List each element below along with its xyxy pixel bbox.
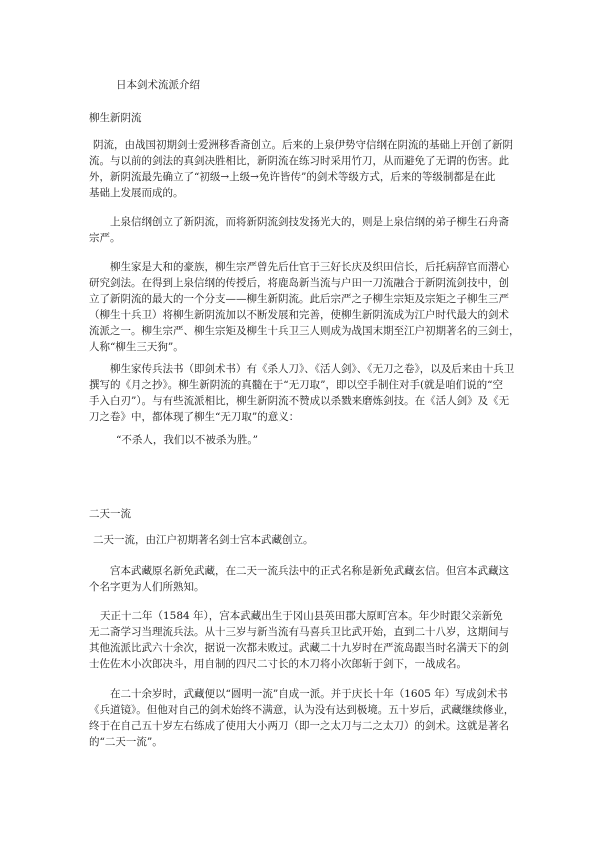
text-line: 撰写的《月之抄》。柳生新阴流的真髓在于“无刀取”，即以空手制住对手(就是咱们说的“空 xyxy=(89,379,503,391)
document-title: 日本剑术流派介绍 xyxy=(116,79,200,91)
paragraph xyxy=(89,259,519,355)
text-line: 阴流，由战国初期剑士爱洲移香斋创立。后来的上泉伊势守信纲在阴流的基础上开创了新阴 xyxy=(93,139,513,151)
text-line: 柳生家传兵法书（即剑术书）有《杀人刀》、《活人剑》、《无刀之卷》，以及后来由十兵卫 xyxy=(110,363,515,375)
text-line: 个名字更为人们所熟知。 xyxy=(89,581,205,593)
text-line: （柳生十兵卫）将柳生新阴流加以不断发展和完善，使柳生新阴流成为江户时代最大的剑术 xyxy=(89,309,509,321)
section-heading-yagyu: 柳生新阴流 xyxy=(89,112,142,124)
paragraph xyxy=(89,608,519,672)
paragraph xyxy=(89,563,519,595)
text-line: 立了新阴流的最大的一个分支——柳生新阴流。此后宗严之子柳生宗矩及宗矩之子柳生三严 xyxy=(89,293,509,305)
text-line: 《兵道镜》。但他对自己的剑术始终不满意，认为没有达到极境。五十岁后，武藏继续修业， xyxy=(89,704,515,716)
text-line: 二天一流，由江户初期著名剑士宫本武藏创立。 xyxy=(93,534,314,546)
paragraph xyxy=(89,686,519,750)
text-line: 上泉信纲创立了新阴流，而将新阴流剑技发扬光大的，则是上泉信纲的弟子柳生石舟斋 xyxy=(110,216,509,228)
text-line: 终于在自己五十岁左右练成了使用大小两刀（即一之太刀与二之太刀）的剑术。这就是著名 xyxy=(89,720,509,732)
text-line: 基础上发展而成的。 xyxy=(89,187,184,199)
text-line: 流派之一。柳生宗严、柳生宗矩及柳生十兵卫三人则成为战国末期至江户初期著名的三剑士， xyxy=(89,325,520,337)
text-line: 手入白刃”）。与有些流派相比，柳生新阴流不赞成以杀戮来磨炼剑技。在《活人剑》及《无 xyxy=(89,395,510,407)
text-line: 其他流派比武六十余次，据说一次都未败过。武藏二十九岁时在严流岛跟当时名满天下的剑 xyxy=(89,642,509,654)
text-line: 的“二天一流”。 xyxy=(89,736,163,748)
quote: “不杀人，我们以不被杀为胜。” xyxy=(116,434,258,446)
paragraph xyxy=(89,361,519,425)
text-line: 刀之卷》中，都体现了柳生“无刀取”的意义： xyxy=(89,411,300,423)
text-line: 人称“柳生三天狗”。 xyxy=(89,341,184,353)
paragraph xyxy=(89,214,519,246)
text-line: 无二斋学习当理流兵法。从十三岁与新当流有马喜兵卫比武开始，直到二十八岁，这期间与 xyxy=(89,626,509,638)
text-line: 柳生家是大和的豪族，柳生宗严曾先后仕官于三好长庆及织田信长，后托病辞官而潜心 xyxy=(110,261,509,273)
text-line: 宗严。 xyxy=(89,232,121,244)
text-line: 士佐佐木小次郎决斗，用自制的四尺二寸长的木刀将小次郎斩于剑下，一战成名。 xyxy=(89,658,467,670)
text-line: 天正十二年（1584 年），宫本武藏出生于冈山县英田郡大原町宫本。年少时跟父亲新免 xyxy=(100,610,503,622)
text-line: 在二十余岁时，武藏便以“圆明一流”自成一派。并于庆长十年（1605 年）写成剑术书 xyxy=(110,688,508,700)
text-line: 宫本武藏原名新免武藏，在二天一流兵法中的正式名称是新免武藏玄信。但宫本武藏这 xyxy=(110,565,509,577)
text-line: 流。与以前的剑法的真剑决胜相比，新阴流在练习时采用竹刀，从而避免了无谓的伤害。此 xyxy=(89,155,509,167)
paragraph xyxy=(89,137,519,201)
paragraph xyxy=(89,532,519,548)
text-line: 外，新阴流最先确立了“初级→上级→免许皆传”的剑术等级方式，后来的等级制都是在此 xyxy=(89,171,496,183)
section-heading-niten: 二天一流 xyxy=(89,508,131,520)
text-line: 研究剑法。在得到上泉信纲的传授后，将鹿岛新当流与户田一刀流融合于新阴流剑技中，创 xyxy=(89,277,509,289)
